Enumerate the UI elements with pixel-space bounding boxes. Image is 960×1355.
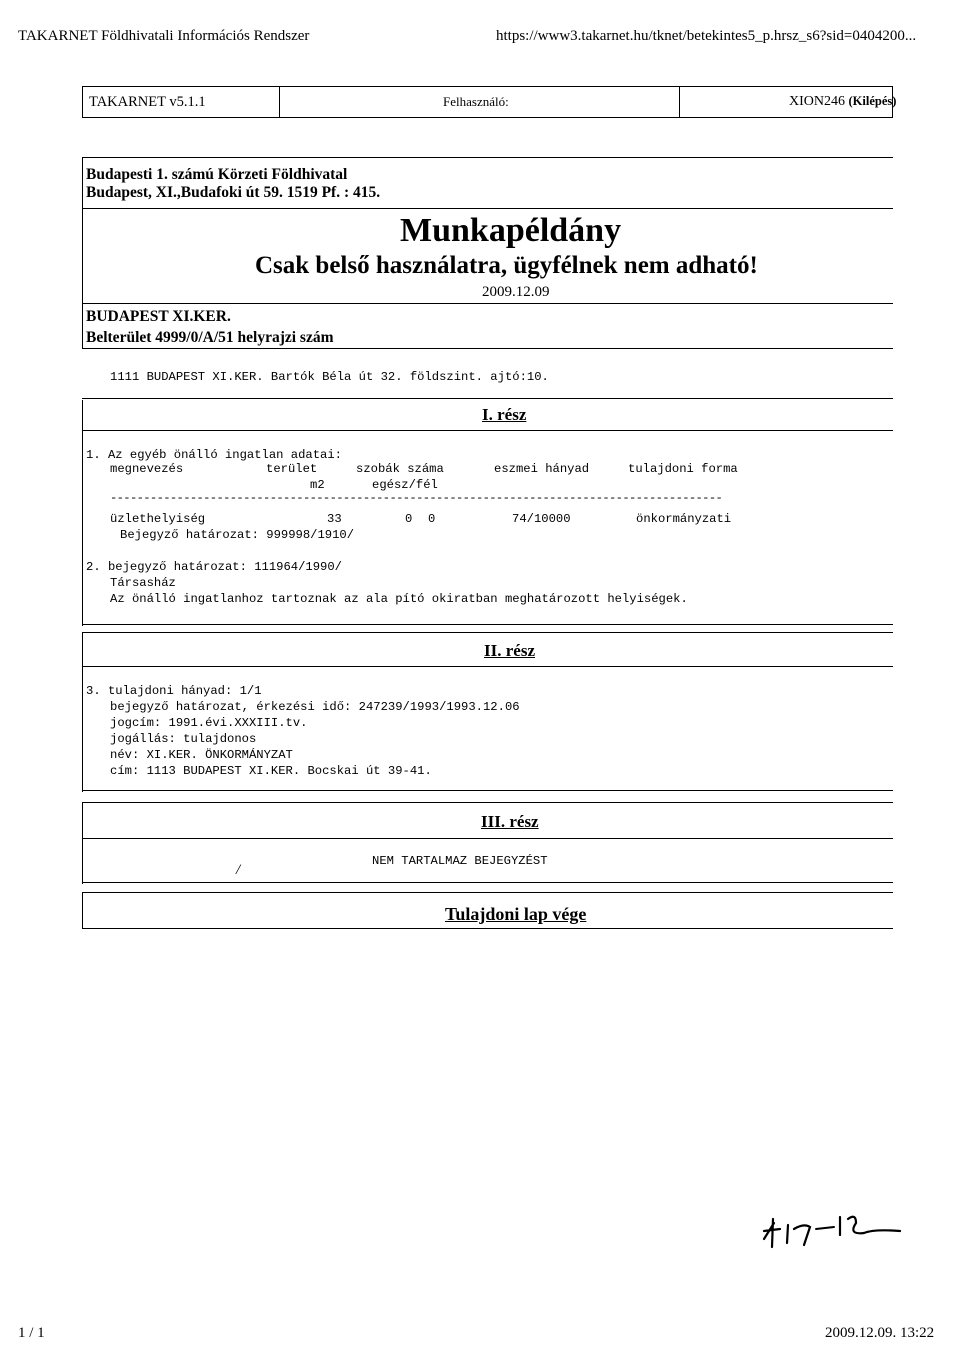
part1-heading: I. rész xyxy=(482,405,527,424)
row-registration: Bejegyző határozat: 999998/1910/ xyxy=(120,528,355,542)
part2-line4: jogállás: tulajdonos xyxy=(110,732,257,746)
col-ownership: tulajdoni forma xyxy=(628,462,738,476)
part3-slash: / xyxy=(236,862,241,878)
footer-page: 1 / 1 xyxy=(18,1325,45,1341)
signature-mark xyxy=(760,1205,910,1250)
part3-heading: III. rész xyxy=(481,812,539,831)
col-name: megnevezés xyxy=(110,462,184,476)
table-separator: -------------------------------------------------------------------------------------------- xyxy=(110,491,723,505)
property-parcel: Belterület 4999/0/A/51 helyrajzi szám xyxy=(86,329,334,346)
print-header-url: https://www3.takarnet.hu/tknet/betekintes5_p.hrsz_s6?sid=0404200... xyxy=(496,28,917,44)
row-ownership: önkormányzati xyxy=(636,512,732,526)
row-area: 33 xyxy=(327,512,342,526)
part1-section2-line3: Az önálló ingatlanhoz tartoznak az ala pító okiratban meghatározott helyiségek. xyxy=(110,592,688,606)
col-share: eszmei hányad xyxy=(494,462,590,476)
user-id: XION246 xyxy=(789,94,845,109)
property-address: 1111 BUDAPEST XI.KER. Bartók Béla út 32. földszint. ajtó:10. xyxy=(110,370,549,384)
part2-line2: bejegyző határozat, érkezési idő: 247239/1993/1993.12.06 xyxy=(110,700,520,714)
footer-timestamp: 2009.12.09. 13:22 xyxy=(825,1325,935,1341)
part1-section2-line2: Társasház xyxy=(110,576,176,590)
user-label: Felhasználó: xyxy=(443,94,509,109)
part2-line3: jogcím: 1991.évi.XXXIII.tv. xyxy=(110,716,308,730)
print-header-title: TAKARNET Földhivatali Információs Rendszer xyxy=(18,28,310,44)
row-name: üzlethelyiség xyxy=(110,512,206,526)
part1-section1-title: 1. Az egyéb önálló ingatlan adatai: xyxy=(86,448,342,462)
end-title: Tulajdoni lap vége xyxy=(445,904,587,924)
col-rooms-sub: egész/fél xyxy=(372,478,438,492)
watermark-subtitle: Csak belső használatra, ügyfélnek nem adható! xyxy=(255,252,758,279)
top-bar xyxy=(82,86,897,118)
part3-note: NEM TARTALMAZ BEJEGYZÉST xyxy=(372,854,548,868)
col-area: terület xyxy=(266,462,318,476)
part2-line6: cím: 1113 BUDAPEST XI.KER. Bocskai út 39-41. xyxy=(110,764,432,778)
watermark-title: Munkapéldány xyxy=(400,212,622,249)
col-area-unit: m2 xyxy=(310,478,325,492)
office-name: Budapesti 1. számú Körzeti Földhivatal xyxy=(86,166,348,183)
part2-heading: II. rész xyxy=(484,641,535,660)
watermark-date: 2009.12.09 xyxy=(482,284,550,300)
part2-line1: 3. tulajdoni hányad: 1/1 xyxy=(86,684,262,698)
part1-section2-line1: 2. bejegyző határozat: 111964/1990/ xyxy=(86,560,342,574)
logout-link[interactable]: (Kilépés) xyxy=(848,94,897,108)
property-district: BUDAPEST XI.KER. xyxy=(86,308,231,325)
col-rooms: szobák száma xyxy=(356,462,444,476)
version-label: TAKARNET v5.1.1 xyxy=(89,94,206,110)
part2-line5: név: XI.KER. ÖNKORMÁNYZAT xyxy=(110,748,293,762)
row-rooms-whole: 0 xyxy=(405,512,413,526)
office-address: Budapest, XI.,Budafoki út 59. 1519 Pf. : 415. xyxy=(86,184,381,201)
row-rooms-half: 0 xyxy=(428,512,436,526)
row-share: 74/10000 xyxy=(512,512,571,526)
